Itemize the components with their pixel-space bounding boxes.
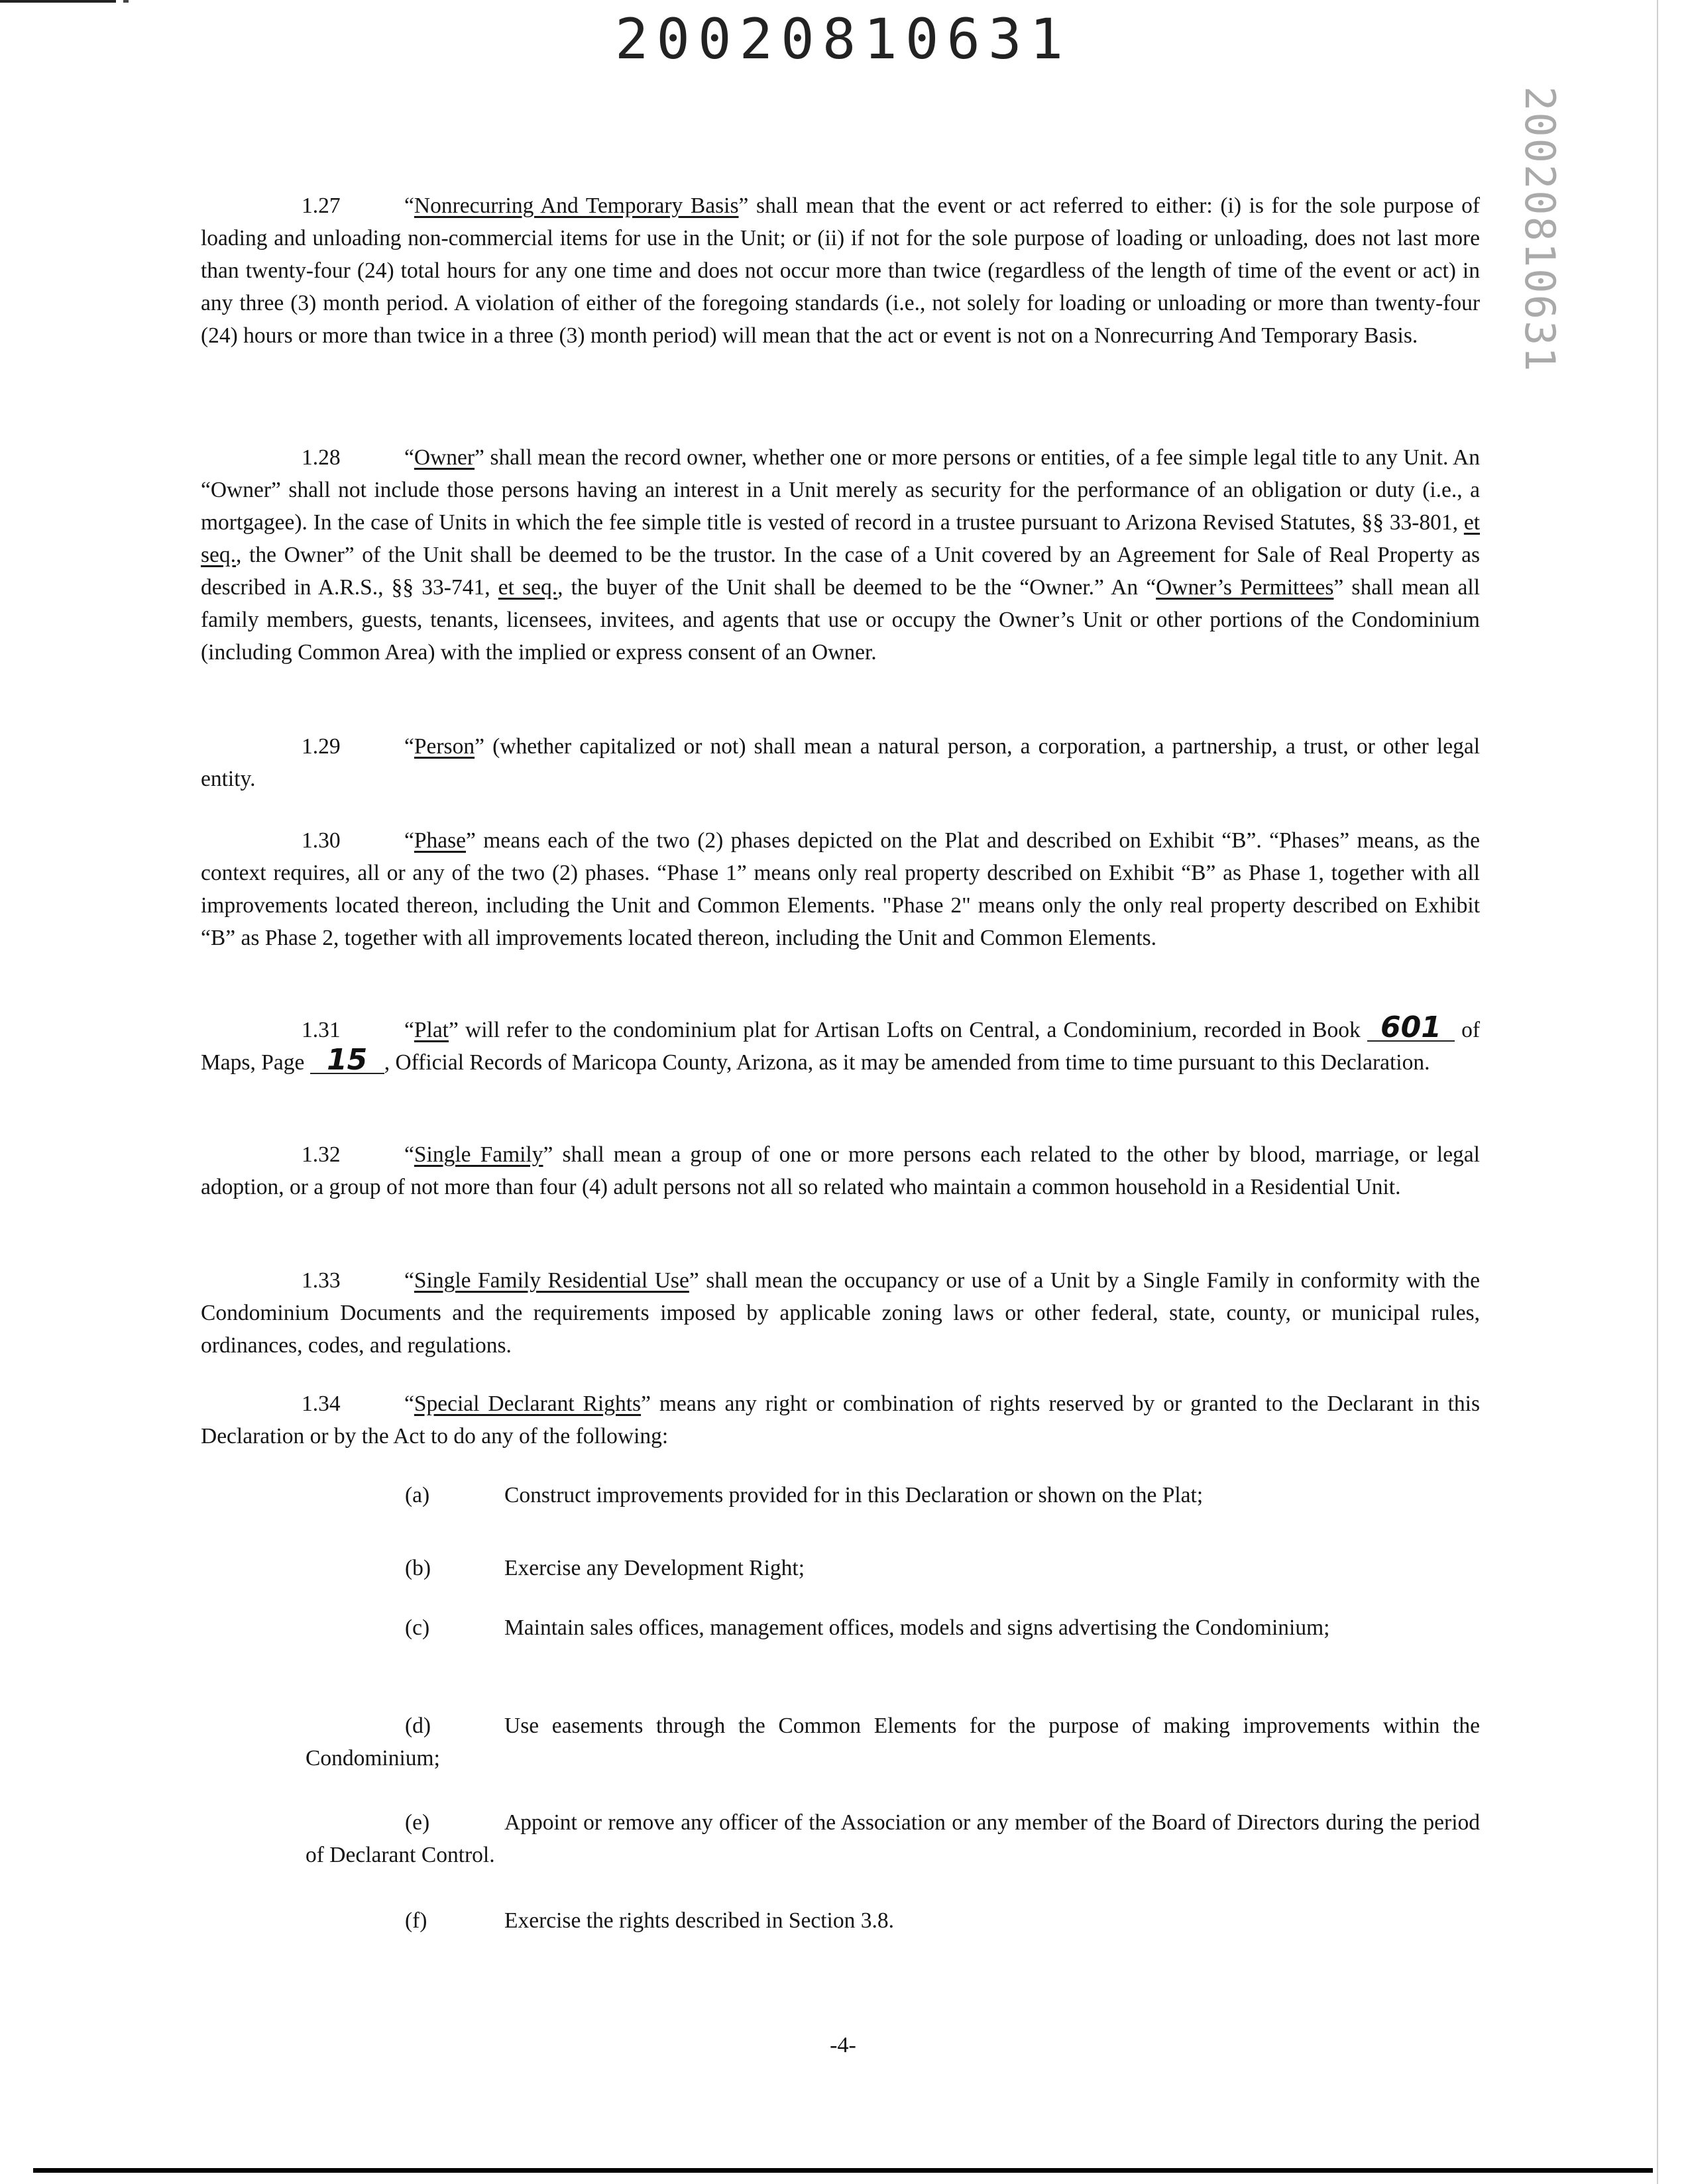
section-text: , Official Records of Maricopa County, Arizona, as it may be amended from time to time pursuant to this Declaration.: [384, 1050, 1430, 1075]
recording-number: 20020810631: [614, 7, 1072, 72]
section-number: 1.33: [302, 1268, 341, 1293]
defined-term: Single Family Residential Use: [414, 1268, 689, 1293]
section-text: means each of the two (2) phases depicted on the Plat and described on Exhibit “B”. “Phases” means, as the context requires, all or any of the two (2) phases. “Phase 1” means only real property described on Exhibit “B” as Phase 1, together with all improvements located thereon, including the Unit and Common Elements. "Phase 2" means only the only real property described on Exhibit “B” as Phase 2, together with all improvements located thereon, including the Unit and Common Elements.: [201, 828, 1480, 950]
item-text: Use easements through the Common Elements for the purpose of making improvements within the Condominium;: [306, 1714, 1480, 1771]
item-label: (e): [405, 1810, 430, 1835]
defined-term: Owner’s Permittees: [1156, 575, 1334, 600]
item-text: Construct improvements provided for in this Declaration or shown on the Plat;: [504, 1483, 1204, 1507]
defined-term: Single Family: [414, 1142, 543, 1167]
item-label: (c): [405, 1615, 430, 1640]
section-1-29: 1.29 “Person” (whether capitalized or not) shall mean a natural person, a corporation, a partnership, a trust, or other legal entity.: [201, 730, 1480, 795]
item-label: (f): [405, 1908, 427, 1933]
list-item: [306, 1806, 1480, 1871]
section-text: , the Owner” of the Unit shall be deemed to be the trustor. In the case of a Unit covered by an Agreement for Sale of Real Property as described in A.R.S., §§ 33-741,: [201, 543, 1480, 600]
defined-term: Owner: [414, 445, 475, 470]
section-number: 1.32: [302, 1142, 341, 1167]
section-1-28: 1.28 “Owner” shall mean the record owner, whether one or more persons or entities, of a fee simple legal title to any Unit. An “Owner” shall not include those persons having an interest in a Unit merely as security for the performance of an obligation or duty (i.e., a mortgagee). In the case of Units in which the fee simple title is vested of record in a trustee pursuant to Arizona Revised Statutes, §§ 33-801, et seq., the Owner” of the Unit shall be deemed to be the trustor. In the case of a Unit covered by an Agreement for Sale of Real Property as described in A.R.S., §§ 33-741, et seq., the buyer of the Unit shall be deemed to be the “Owner.” An “Owner’s Permittees” shall mean all family members, guests, tenants, licensees, invitees, and agents that use or occupy the Owner’s Unit or other portions of the Condominium (including Common Area) with the implied or express consent of an Owner.: [201, 441, 1480, 669]
section-text: (whether capitalized or not) shall mean a natural person, a corporation, a partnership, a trust, or other legal entity.: [201, 734, 1480, 791]
item-label: (b): [405, 1556, 431, 1580]
item-label: (a): [405, 1483, 430, 1507]
section-1-27: 1.27 “Nonrecurring And Temporary Basis” shall mean that the event or act referred to either: (i) is for the sole purpose of loading and unloading non-commercial items for use in the Unit; or (ii) if not for the sole purpose of loading or unloading, does not last more than twenty-four (24) total hours for any one time and does not occur more than twice (regardless of the length of time of the event or act) in any three (3) month period. A violation of either of the foregoing standards (i.e., not solely for loading or unloading or more than twenty-four (24) hours or more than twice in a three (3) month period) will mean that the act or event is not on a Nonrecurring And Temporary Basis.: [201, 190, 1480, 352]
section-number: 1.29: [302, 734, 341, 759]
defined-term: Phase: [414, 828, 467, 853]
top-rule: [0, 0, 116, 3]
handwritten-book-number: 601: [1367, 1015, 1455, 1042]
item-text: Exercise any Development Right;: [504, 1556, 805, 1580]
list-item: [306, 1479, 1480, 1511]
section-1-30: 1.30 “Phase” means each of the two (2) phases depicted on the Plat and described on Exhibit “B”. “Phases” means, as the context requires, all or any of the two (2) phases. “Phase 1” means only real property described on Exhibit “B” as Phase 1, together with all improvements located thereon, including the Unit and Common Elements. "Phase 2" means only the only real property described on Exhibit “B” as Phase 2, together with all improvements located thereon, including the Unit and Common Elements.: [201, 824, 1480, 954]
handwritten-page-number: 15: [310, 1048, 384, 1074]
section-text: means any right or combination of rights reserved by or granted to the Declarant in this Declaration or by the Act to do any of the following:: [201, 1392, 1480, 1448]
item-text: Exercise the rights described in Section 3.8.: [504, 1908, 894, 1933]
section-text: of Maps, Page: [201, 1018, 1481, 1075]
list-item: [306, 1904, 1480, 1937]
list-item: [306, 1552, 1480, 1584]
section-text: shall mean the record owner, whether one or more persons or entities, of a fee simple legal title to any Unit. An “Owner” shall not include those persons having an interest in a Unit merely as security for the performance of an obligation or duty (i.e., a mortgagee). In the case of Units in which the fee simple title is vested of record in a trustee pursuant to Arizona Revised Statutes, §§ 33-801,: [201, 445, 1481, 535]
page-number: -4-: [830, 2033, 856, 2057]
et-seq: et seq.: [498, 575, 558, 600]
et-seq: et seq.: [201, 510, 1481, 567]
defined-term: Nonrecurring And Temporary Basis: [414, 193, 739, 218]
scan-edge-line: [1657, 0, 1658, 2184]
section-number: 1.34: [302, 1392, 341, 1416]
section-text: , the buyer of the Unit shall be deemed to be the “Owner.” An “: [557, 575, 1156, 600]
section-number: 1.30: [302, 828, 341, 853]
section-number: 1.28: [302, 445, 341, 470]
item-text: Appoint or remove any officer of the Association or any member of the Board of Directors during the period of Declarant Control.: [306, 1810, 1480, 1867]
top-rule-mark: [123, 0, 129, 3]
defined-term: Plat: [414, 1018, 449, 1042]
section-1-32: 1.32 “Single Family” shall mean a group of one or more persons each related to the other by blood, marriage, or legal adoption, or a group of not more than four (4) adult persons not all so related who maintain a common household in a Residential Unit.: [201, 1138, 1480, 1203]
side-recording-stamp: 20020810631: [1516, 86, 1564, 373]
defined-term: Special Declarant Rights: [414, 1392, 642, 1416]
item-text: Maintain sales offices, management offices, models and signs advertising the Condominium;: [504, 1615, 1330, 1640]
section-1-33: 1.33 “Single Family Residential Use” shall mean the occupancy or use of a Unit by a Single Family in conformity with the Condominium Documents and the requirements imposed by applicable zoning laws or other federal, state, county, or municipal rules, ordinances, codes, and regulations.: [201, 1264, 1480, 1362]
section-text: will refer to the condominium plat for Artisan Lofts on Central, a Condominium, recorded in Book: [465, 1018, 1361, 1042]
bottom-rule: [33, 2168, 1653, 2173]
list-item: [306, 1710, 1480, 1774]
list-item: [306, 1611, 1480, 1644]
item-label: (d): [405, 1714, 431, 1738]
section-text: ” shall mean all family members, guests, tenants, licensees, invitees, and agents that use or occupy the Owner’s Unit or other portions of the Condominium (including Common Area) with the implied or express consent of an Owner.: [201, 575, 1481, 665]
section-text: shall mean the occupancy or use of a Unit by a Single Family in conformity with the Condominium Documents and the requirements imposed by applicable zoning laws or other federal, state, county, or municipal rules, ordinances, codes, and regulations.: [201, 1268, 1480, 1358]
section-number: 1.31: [302, 1018, 341, 1042]
section-text: shall mean that the event or act referred to either: (i) is for the sole purpose of loading and unloading non-commercial items for use in the Unit; or (ii) if not for the sole purpose of loading or unloading, does not last more than twenty-four (24) total hours for any one time and does not occur more than twice (regardless of the length of time of the event or act) in any three (3) month period. A violation of either of the foregoing standards (i.e., not solely for loading or unloading or more than twenty-four (24) hours or more than twice in a three (3) month period) will mean that the act or event is not on a Nonrecurring And Temporary Basis.: [201, 193, 1480, 348]
section-text: shall mean a group of one or more persons each related to the other by blood, marriage, or legal adoption, or a group of not more than four (4) adult persons not all so related who maintain a common household in a Residential Unit.: [201, 1142, 1480, 1199]
defined-term: Person: [414, 734, 475, 759]
section-1-31: 1.31 “Plat” will refer to the condominium plat for Artisan Lofts on Central, a Condominium, recorded in Book 601 of Maps, Page 15 , Official Records of Maricopa County, Arizona, as it may be amended from time to time pursuant to this Declaration.: [201, 1010, 1481, 1077]
section-1-34: 1.34 “Special Declarant Rights” means any right or combination of rights reserved by or granted to the Declarant in this Declaration or by the Act to do any of the following:: [201, 1388, 1480, 1452]
section-number: 1.27: [302, 193, 341, 218]
